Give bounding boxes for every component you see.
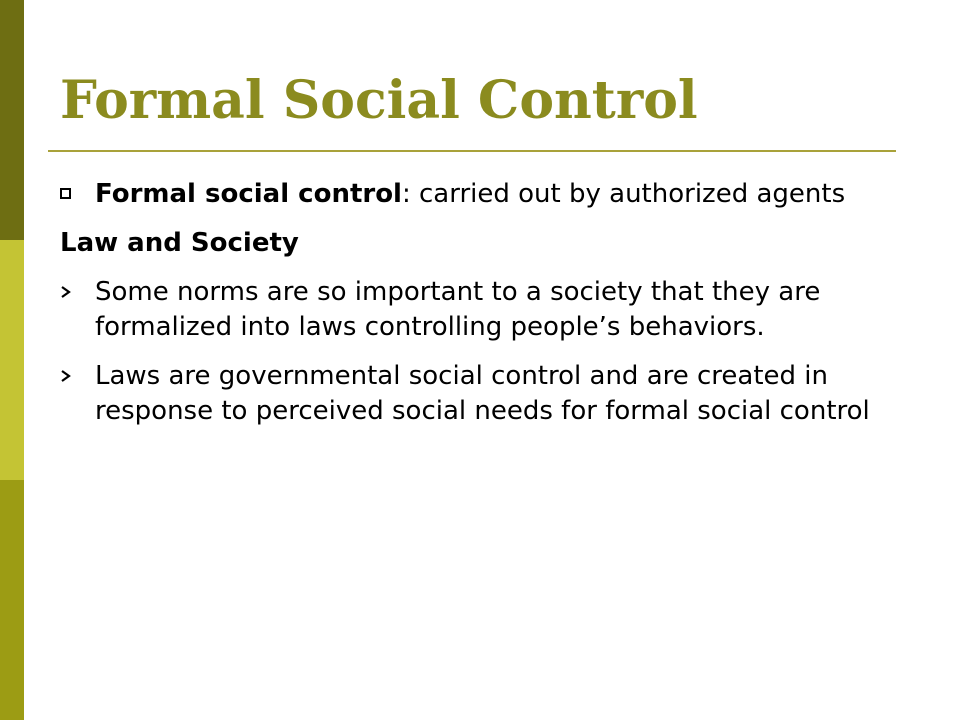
side-bar-segment-top bbox=[0, 0, 24, 240]
square-bullet-icon bbox=[60, 177, 82, 212]
bullet-item-laws bbox=[60, 359, 912, 429]
arrow-bullet-icon bbox=[60, 275, 82, 310]
bullet-text: Some norms are so important to a society that they are formalized into laws controlling people’s behaviors. bbox=[95, 277, 821, 342]
bullet-item-definition bbox=[60, 177, 912, 212]
side-accent-bar bbox=[0, 0, 24, 720]
side-bar-segment-middle bbox=[0, 240, 24, 480]
slide-body bbox=[60, 177, 912, 443]
slide-title: Formal Social Control bbox=[60, 70, 698, 131]
bullet-text: Laws are governmental social control and are created in response to perceived social needs for formal social control bbox=[95, 361, 870, 426]
arrow-bullet-icon bbox=[60, 359, 82, 394]
side-bar-segment-bottom bbox=[0, 480, 24, 720]
definition-text: : carried out by authorized agents bbox=[401, 179, 846, 209]
bullet-item-norms bbox=[60, 275, 912, 345]
section-heading: Law and Society bbox=[60, 228, 299, 258]
title-underline bbox=[48, 150, 896, 152]
definition-term: Formal social control bbox=[95, 179, 402, 209]
